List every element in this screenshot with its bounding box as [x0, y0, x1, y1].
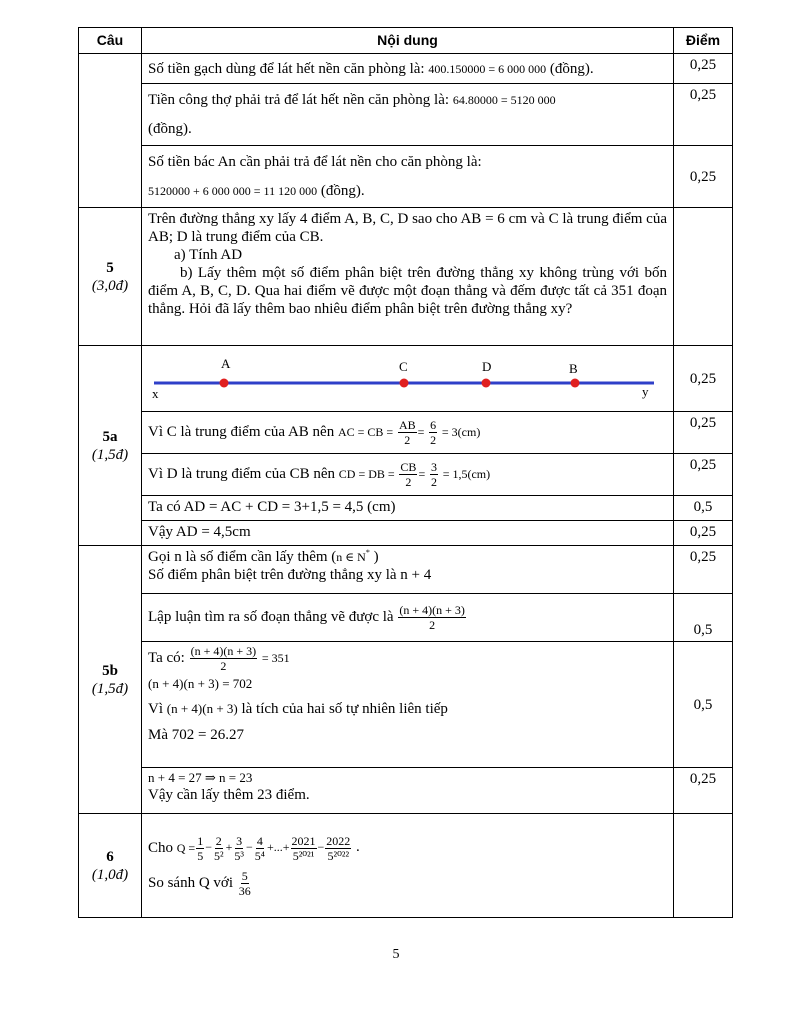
- q5a-d-midpoint: Vì D là trung điểm của CB nên CD = DB = $\frac{CB}{2}$ = $\frac{3}{2}$ = 1,5(cm): [142, 454, 674, 496]
- label-d: D: [482, 359, 492, 374]
- grading-table: [78, 27, 733, 918]
- q5a-ad: Ta có AD = AC + CD = 3+1,5 = 4,5 (cm): [142, 496, 674, 521]
- score: 0,25: [674, 146, 733, 208]
- q6-operator: +...+: [266, 840, 290, 855]
- q5b-segments: Lập luận tìm ra số đoạn thẳng vẽ được là $\frac{(n + 4)(n + 3)}{2}$: [142, 594, 674, 642]
- q4-row2: Tiền công thợ phải trả để lát hết nền căn phòng là: 64.80000 = 5120 000 (đồng).: [142, 84, 674, 146]
- q6-operator: −: [205, 840, 212, 855]
- label-c: C: [399, 359, 408, 374]
- label-b: B: [569, 361, 578, 376]
- q5b-setup: Gọi n là số điểm cần lấy thêm (n ∈ N* ) Số điểm phân biệt trên đường thẳng xy là n + 4: [142, 546, 674, 594]
- line-figure: [142, 346, 674, 412]
- q5b-conclusion: n + 4 = 27 ⇒ n = 23 Vậy cần lấy thêm 23 điểm.: [142, 768, 674, 814]
- question-number: 5b (1,5đ): [79, 546, 142, 814]
- point-b: [571, 379, 580, 388]
- q6-term-fraction: $\frac{1}{5}$: [197, 833, 204, 863]
- score: 0,25: [674, 768, 733, 814]
- q5-statement: Trên đường thẳng xy lấy 4 điểm A, B, C, D sao cho AB = 6 cm và C là trung điểm của AB; D là trung điểm của CB. a) Tính AD b) Lấy thêm một số điểm phân biệt trên đường thẳng xy không trùng với bốn điểm A, B, C, D. Qua hai điểm vẽ được một đoạn thẳng và đếm được tất cả 351 đoạn thẳng. Hỏi đã lấy thêm bao nhiêu điểm phân biệt trên đường thẳng xy?: [142, 208, 674, 346]
- line-diagram: [142, 346, 672, 406]
- cau-cell-empty: [79, 54, 142, 208]
- point-a: [220, 379, 229, 388]
- point-c: [400, 379, 409, 388]
- header-noidung: Nội dung: [142, 28, 674, 54]
- q6-expression: Cho Q = $\frac{1}{5}$ − $\frac{2}{\text{5²}}$ + $\frac{3}{\text{5³}}$ − $\frac{4}{\text{5⁴}}$ +...+ $\frac{2021}{\text{5²⁰²¹}}$ − $\frac{2022}{\text{5²⁰²²}}$ .: [148, 833, 360, 863]
- point-d: [482, 379, 491, 388]
- score: 0,25: [674, 346, 733, 412]
- q4-row1: Số tiền gạch dùng để lát hết nền căn phòng là: 400.150000 = 6 000 000 (đồng).: [142, 54, 674, 84]
- score: 0,25: [674, 84, 733, 146]
- q5a-conclusion: Vậy AD = 4,5cm: [142, 521, 674, 546]
- score: 0,25: [674, 412, 733, 454]
- q6-statement: Cho Q = $\frac{1}{5}$ − $\frac{2}{\text{5²}}$ + $\frac{3}{\text{5³}}$ − $\frac{4}{\text{5⁴}}$ +...+ $\frac{2021}{\text{5²⁰²¹}}$ − $\frac{2022}{\text{5²⁰²²}}$ . So sánh Q với $\frac{5}{36}$: [142, 814, 674, 918]
- q6-term-fraction: $\frac{3}{\text{5³}}$: [234, 833, 244, 863]
- q6-term-fraction: $\frac{2022}{\text{5²⁰²²}}$: [326, 833, 351, 863]
- q6-term-fraction: $\frac{2}{\text{5²}}$: [213, 833, 224, 863]
- q5b-solve: Ta có: $\frac{(n + 4)(n + 3)}{2}$ = 351 (n + 4)(n + 3) = 702 Vì (n + 4)(n + 3) là tích của hai số tự nhiên liên tiếp Mà 702 = 26.27: [142, 642, 674, 768]
- question-number: 5a (1,5đ): [79, 346, 142, 546]
- score: 0,25: [674, 54, 733, 84]
- q6-end: .: [352, 839, 360, 856]
- score: 0,5: [674, 642, 733, 768]
- q6-term-fraction: $\frac{2021}{\text{5²⁰²¹}}$: [291, 833, 316, 863]
- score: 0,25: [674, 521, 733, 546]
- score: 0,25: [674, 546, 733, 594]
- q6-term-fraction: $\frac{4}{\text{5⁴}}$: [254, 833, 265, 863]
- header-cau: Câu: [79, 28, 142, 54]
- score: 0,25: [674, 454, 733, 496]
- label-y: y: [642, 384, 649, 399]
- score: 0,5: [674, 496, 733, 521]
- score: 0,5: [674, 594, 733, 642]
- q6-operator: +: [225, 840, 233, 855]
- q6-operator: −: [317, 840, 325, 855]
- label-a: A: [221, 356, 231, 371]
- header-diem: Điểm: [674, 28, 733, 54]
- question-number: 5 (3,0đ): [79, 208, 142, 346]
- page-number: 5: [392, 947, 400, 962]
- q6-operator: −: [245, 840, 253, 855]
- q4-row3: Số tiền bác An cần phải trả để lát nền cho căn phòng là: 5120000 + 6 000 000 = 11 120 000 (đồng).: [142, 146, 674, 208]
- label-x: x: [152, 386, 159, 401]
- question-number: 6 (1,0đ): [79, 814, 142, 918]
- q5a-c-midpoint: Vì C là trung điểm của AB nên AC = CB = $\frac{AB}{2}$ = $\frac{6}{2}$ = 3(cm): [142, 412, 674, 454]
